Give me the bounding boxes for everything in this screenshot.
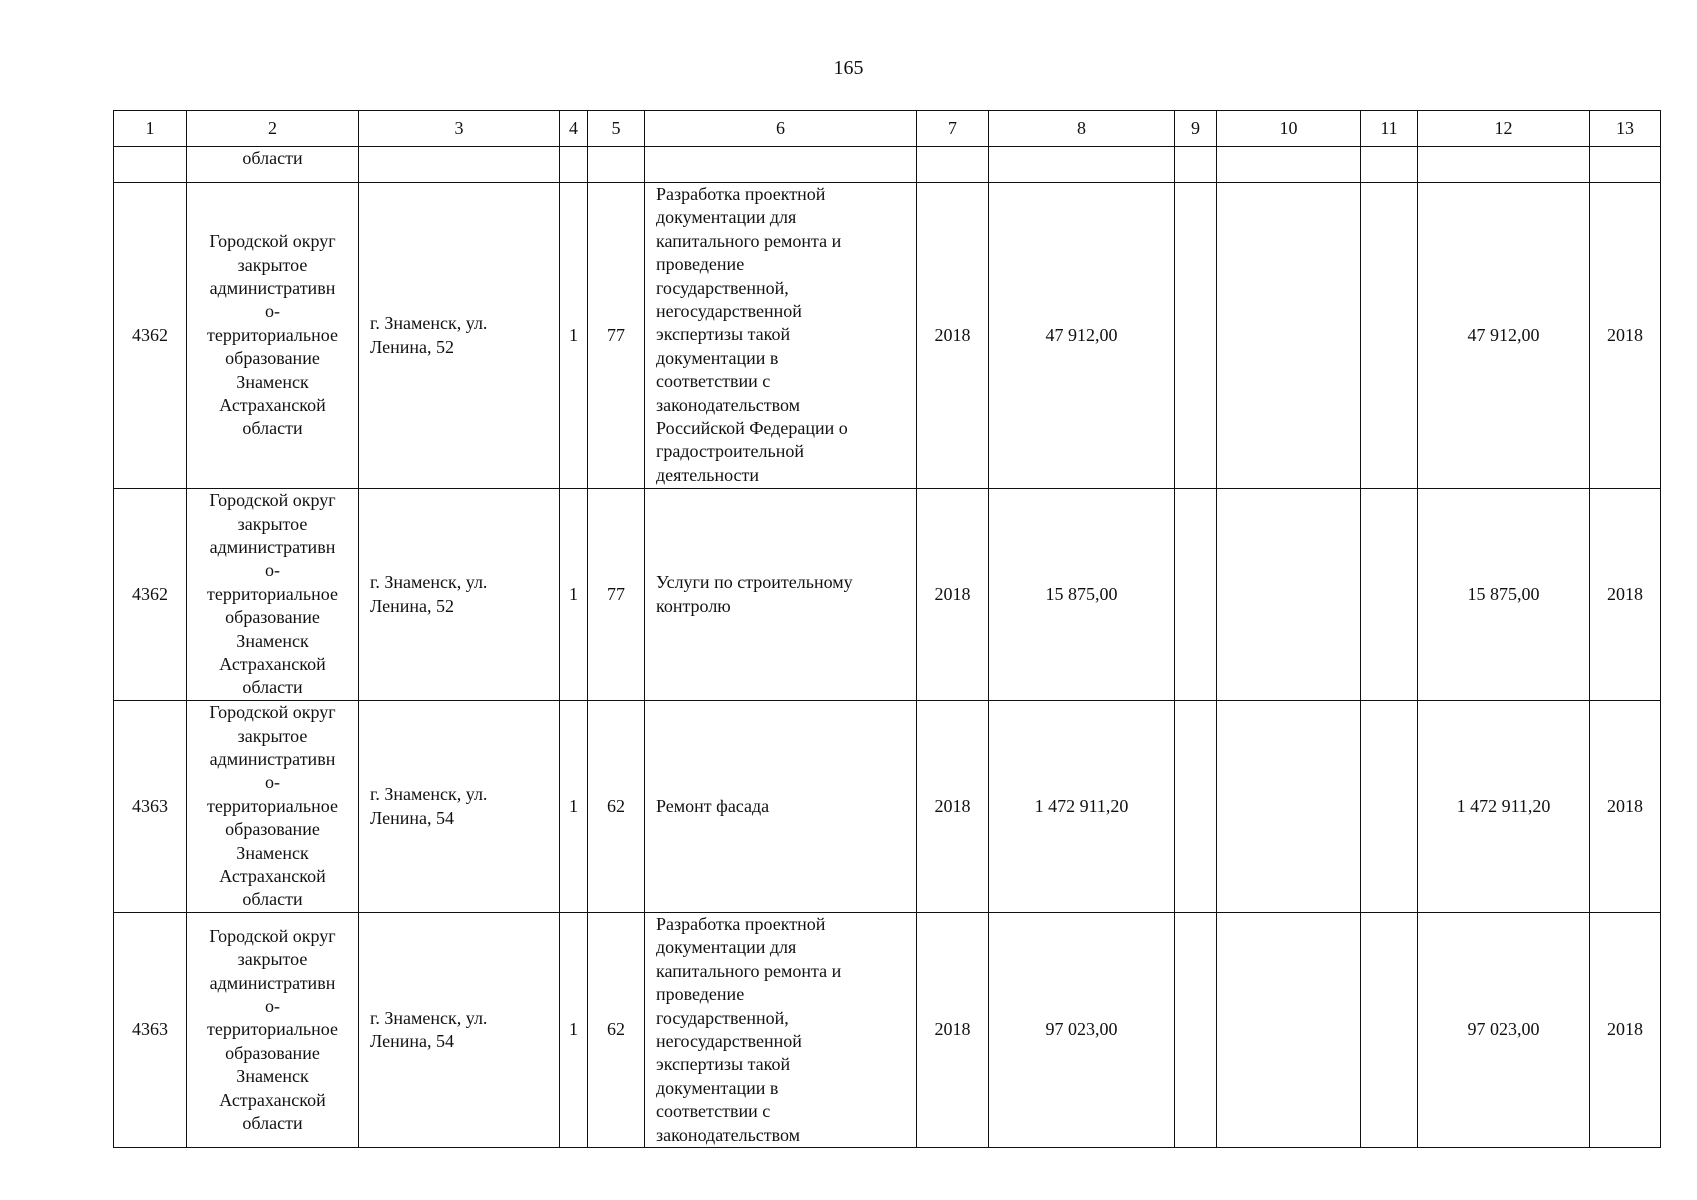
cell-municipality-line: территориальное (207, 1019, 338, 1040)
cell-work-line: контролю (656, 595, 731, 616)
cell-municipality-line: о- (265, 995, 280, 1016)
cell-c13: 2018 (1590, 489, 1661, 701)
column-number: 13 (1590, 111, 1661, 147)
cell-id: 4363 (114, 701, 187, 913)
column-number: 4 (560, 111, 588, 147)
column-number: 2 (187, 111, 359, 147)
table-row (114, 183, 1661, 489)
cell-municipality-line: Знаменск (236, 630, 309, 651)
cell-municipality-line: территориальное (207, 324, 338, 345)
cell-c12 (1418, 147, 1590, 183)
cell-address-line: г. Знаменск, ул. (370, 1007, 488, 1028)
cell-c12: 15 875,00 (1418, 489, 1590, 701)
cell-work-line: негосударственной (656, 1031, 802, 1052)
cell-work-line: документации в (656, 347, 779, 368)
cell-municipality-line: области (242, 418, 303, 439)
cell-municipality-line: области (242, 677, 303, 698)
column-number: 3 (359, 111, 560, 147)
cell-address-line: г. Знаменск, ул. (370, 572, 488, 593)
cell-c9 (1175, 913, 1217, 1148)
cell-c4: 1 (560, 489, 588, 701)
cell-c10 (1217, 147, 1361, 183)
cell-municipality-line: Астраханской (219, 395, 326, 416)
cell-cost: 97 023,00 (989, 913, 1175, 1148)
column-number: 5 (588, 111, 645, 147)
cell-c13: 2018 (1590, 701, 1661, 913)
cell-municipality-line: области (242, 1112, 303, 1133)
cell-work-line: экспертизы такой (656, 1054, 791, 1075)
cell-c11 (1361, 183, 1418, 489)
cell-municipality-line: закрытое (237, 513, 308, 534)
cell-c4: 1 (560, 701, 588, 913)
cell-municipality (187, 913, 359, 1148)
cell-c10 (1217, 489, 1361, 701)
column-number-row (114, 111, 1661, 147)
cell-address (359, 701, 560, 913)
cell-work-line: законодательством (656, 1124, 801, 1145)
cell-c9 (1175, 183, 1217, 489)
cell-work (645, 913, 917, 1148)
cell-municipality-line: Астраханской (219, 654, 326, 675)
cell-c9 (1175, 489, 1217, 701)
cell-c13 (1590, 147, 1661, 183)
cell-municipality-line: Знаменск (236, 371, 309, 392)
cell-c10 (1217, 701, 1361, 913)
cell-address (359, 489, 560, 701)
column-number: 9 (1175, 111, 1217, 147)
cell-c11 (1361, 913, 1418, 1148)
cell-municipality-line: о- (265, 772, 280, 793)
cell-id (114, 147, 187, 183)
cell-municipality (187, 701, 359, 913)
cell-municipality-line: образование (225, 607, 320, 628)
cell-work-line: негосударственной (656, 301, 802, 322)
cell-year: 2018 (917, 183, 989, 489)
cell-work (645, 701, 917, 913)
column-number: 10 (1217, 111, 1361, 147)
cell-c11 (1361, 147, 1418, 183)
cell-municipality-line: Астраханской (219, 1089, 326, 1110)
cell-work (645, 489, 917, 701)
cell-work-line: соответствии с (656, 371, 771, 392)
continuation-row (114, 147, 1661, 183)
cell-work-line: соответствии с (656, 1101, 771, 1122)
cell-municipality (187, 489, 359, 701)
cell-year: 2018 (917, 489, 989, 701)
table-row (114, 489, 1661, 701)
cell-cost (989, 147, 1175, 183)
table-row (114, 913, 1661, 1148)
cell-municipality-line: Городской округ (209, 490, 336, 511)
cell-address (359, 913, 560, 1148)
work-schedule-table (113, 110, 1661, 1148)
cell-c5: 77 (588, 183, 645, 489)
cell-work-line: Разработка проектной (656, 914, 826, 934)
cell-c12: 47 912,00 (1418, 183, 1590, 489)
cell-c13: 2018 (1590, 913, 1661, 1148)
cell-work-line: градостроительной (656, 441, 804, 462)
cell-municipality-line: образование (225, 819, 320, 840)
cell-c5: 62 (588, 701, 645, 913)
cell-municipality-line: административн (209, 972, 336, 993)
cell-work-line: законодательством (656, 394, 801, 415)
table-body (114, 111, 1661, 1148)
cell-municipality-line: образование (225, 1042, 320, 1063)
cell-work-line: государственной, (656, 277, 789, 298)
cell-c13: 2018 (1590, 183, 1661, 489)
cell-work-line: экспертизы такой (656, 324, 791, 345)
cell-c5: 77 (588, 489, 645, 701)
cell-municipality-line: закрытое (237, 949, 308, 970)
column-number: 6 (645, 111, 917, 147)
cell-municipality-line: о- (265, 301, 280, 322)
cell-municipality-line: административн (209, 536, 336, 557)
cell-work-line: деятельности (656, 464, 760, 485)
cell-municipality-line: закрытое (237, 254, 308, 275)
cell-c11 (1361, 489, 1418, 701)
cell-work-line: Ремонт фасада (656, 795, 770, 816)
cell-c5 (588, 147, 645, 183)
cell-c4: 1 (560, 913, 588, 1148)
cell-work-line: капитального ремонта и (656, 960, 842, 981)
cell-c12: 1 472 911,20 (1418, 701, 1590, 913)
cell-municipality-line: Городской округ (209, 231, 336, 252)
cell-municipality-line: Астраханской (219, 866, 326, 887)
cell-municipality-line: Знаменск (236, 1066, 309, 1087)
cell-year: 2018 (917, 913, 989, 1148)
cell-c10 (1217, 913, 1361, 1148)
cell-c12: 97 023,00 (1418, 913, 1590, 1148)
cell-municipality-line: Городской округ (209, 702, 336, 723)
cell-municipality-line: территориальное (207, 795, 338, 816)
cell-municipality (187, 183, 359, 489)
cell-work-line: проведение (656, 984, 745, 1005)
cell-work-line: государственной, (656, 1007, 789, 1028)
cell-cost: 15 875,00 (989, 489, 1175, 701)
cell-address-line: Ленина, 52 (370, 336, 454, 357)
cell-work-line: документации в (656, 1077, 779, 1098)
cell-municipality-line: о- (265, 560, 280, 581)
cell-work (645, 147, 917, 183)
cell-municipality-line: области (242, 889, 303, 910)
cell-c10 (1217, 183, 1361, 489)
cell-work (645, 183, 917, 489)
cell-id: 4363 (114, 913, 187, 1148)
cell-address (359, 147, 560, 183)
cell-municipality-line: территориальное (207, 583, 338, 604)
cell-work-line: проведение (656, 254, 745, 275)
cell-year: 2018 (917, 701, 989, 913)
cell-c11 (1361, 701, 1418, 913)
cell-cost: 47 912,00 (989, 183, 1175, 489)
cell-c4 (560, 147, 588, 183)
cell-address-line: г. Знаменск, ул. (370, 313, 488, 334)
column-number: 8 (989, 111, 1175, 147)
cell-id: 4362 (114, 489, 187, 701)
cell-address-line: г. Знаменск, ул. (370, 784, 488, 805)
cell-municipality-line: Знаменск (236, 842, 309, 863)
cell-year (917, 147, 989, 183)
cell-municipality-line: Городской округ (209, 925, 336, 946)
cell-address-line: Ленина, 54 (370, 1031, 454, 1052)
cell-municipality-line: закрытое (237, 725, 308, 746)
cell-id: 4362 (114, 183, 187, 489)
table-row (114, 701, 1661, 913)
column-number: 1 (114, 111, 187, 147)
cell-work-line: Российской Федерации о (656, 418, 848, 439)
cell-work-line: документации для (656, 207, 797, 228)
column-number: 12 (1418, 111, 1590, 147)
column-number: 7 (917, 111, 989, 147)
cell-c4: 1 (560, 183, 588, 489)
cell-municipality-line: административн (209, 277, 336, 298)
cell-work-line: капитального ремонта и (656, 230, 842, 251)
cell-work-line: документации для (656, 937, 797, 958)
page-number: 165 (833, 57, 864, 79)
cell-c9 (1175, 701, 1217, 913)
cell-municipality-line: административн (209, 748, 336, 769)
cell-c9 (1175, 147, 1217, 183)
cell-address-line: Ленина, 54 (370, 807, 454, 828)
cell-cost: 1 472 911,20 (989, 701, 1175, 913)
column-number: 11 (1361, 111, 1418, 147)
cell-work-line: Разработка проектной (656, 184, 826, 204)
cell-work-line: Услуги по строительному (656, 572, 853, 593)
cell-municipality: области (187, 147, 359, 183)
cell-address-line: Ленина, 52 (370, 595, 454, 616)
cell-c5: 62 (588, 913, 645, 1148)
cell-address (359, 183, 560, 489)
cell-municipality-line: образование (225, 348, 320, 369)
